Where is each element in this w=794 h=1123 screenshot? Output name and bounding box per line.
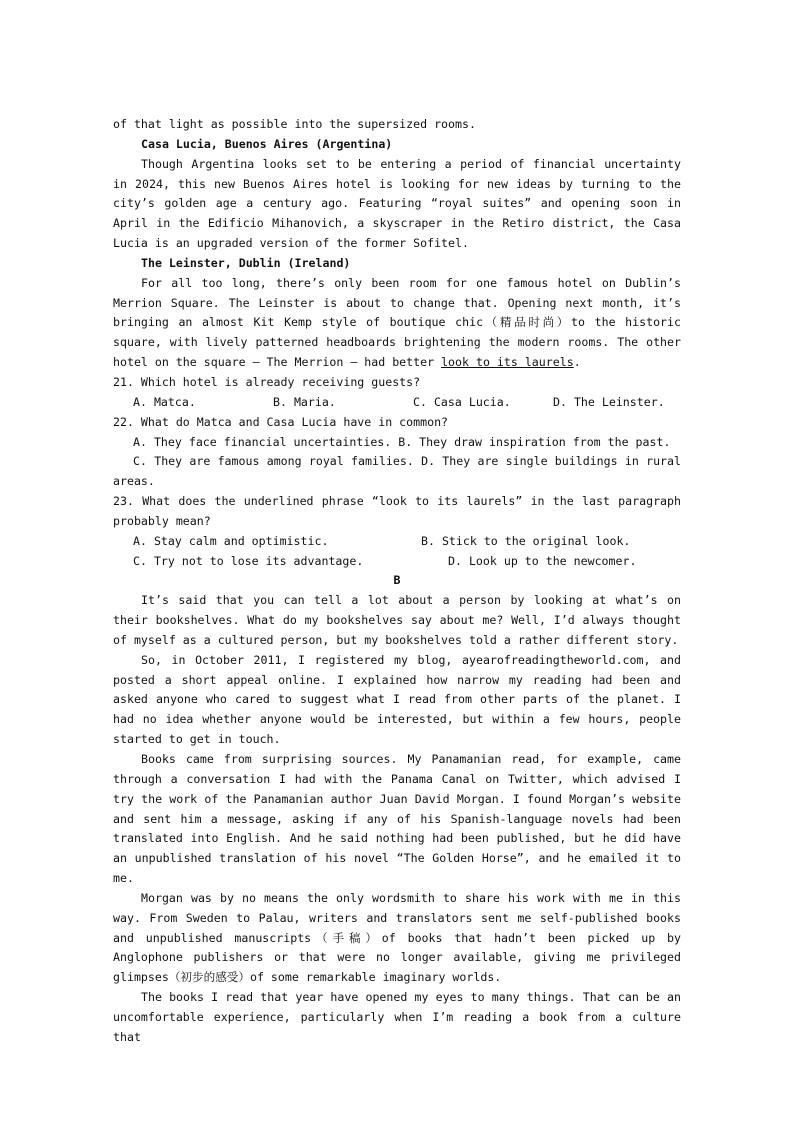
option-d: D. The Leinster. [553, 394, 665, 409]
question-23-options-cd [113, 552, 681, 572]
section-b-paragraph-3: Books came from surprising sources. My Panamanian read, for example, came through a conversation I had with the Panama Canal on Twitter, which advised I try the work of the Panamanian author Juan David Morgan. I found Morgan’s website and sent him a message, asking if any of his Spanish-language novels had been translated into English. And he said nothing had been published, but he did have an unpublished translation of his novel “The Golden Horse”, and he emailed it to me. [113, 752, 681, 886]
leinster-text: For all too long, there’s only been room for one famous hotel on Dublin’s Merrion Square. The Leinster is about to change that. Opening next month, it’s bringing an almost Kit Kemp style of boutique chic（精品时尚）to the historic square, with lively patterned headboards brightening the modern rooms. The other hotel on the square — The Merrion — had better [113, 275, 681, 370]
option-c: C. Casa Lucia. [413, 394, 511, 409]
leinster-paragraph [113, 274, 681, 373]
question-21-stem: 21. Which hotel is already receiving guests? [113, 374, 421, 389]
question-21-options [113, 393, 681, 413]
option-a: A. Matca. [133, 394, 196, 409]
section-b-paragraph-2: So, in October 2011, I registered my blog, ayearofreadingtheworld.com, and posted a short appeal online. I explained how narrow my reading had been and asked anyone who cared to suggest what I read from other parts of the planet. I had no idea whether anyone would be interested, but within a few hours, people started to get in touch. [113, 652, 681, 747]
question-22-options-ab: A. They face financial uncertainties. B. They draw inspiration from the past. [133, 434, 671, 449]
option-b: B. Stick to the original look. [421, 533, 631, 548]
question-23-options-ab [113, 532, 681, 552]
section-b-label: B [393, 573, 401, 588]
leinster-text-end: . [573, 355, 581, 370]
option-a: A. Stay calm and optimistic. [133, 533, 329, 548]
section-b-paragraph-5: The books I read that year have opened my eyes to many things. That can be an uncomfortable experience, particularly when I’m reading a book from a culture that [113, 990, 681, 1044]
underlined-phrase: look to its laurels [441, 355, 574, 370]
option-c: C. Try not to lose its advantage. [133, 553, 364, 568]
casa-lucia-paragraph: Though Argentina looks set to be entering a period of financial uncertainty in 2024, this new Buenos Aires hotel is looking for new ideas by turning to the city’s golden age a century ago. Featuring “royal suites” and opening soon in April in the Edificio Mihanovich, a skyscraper in the Retiro district, the Casa Lucia is an upgraded version of the former Sofitel. [113, 156, 681, 251]
document-page [113, 115, 681, 1048]
question-23-stem: 23. What does the underlined phrase “look to its laurels” in the last paragraph probably mean? [113, 494, 681, 528]
question-22-stem: 22. What do Matca and Casa Lucia have in common? [113, 414, 449, 429]
section-b-paragraph-4: Morgan was by no means the only wordsmith to share his work with me in this way. From Sweden to Palau, writers and translators sent me self-published books and unpublished manuscripts（手稿）of books that hadn’t been picked up by Anglophone publishers or that were no longer available, giving me privileged glimpses（初步的感受）of some remarkable imaginary worlds. [113, 890, 681, 985]
section-b-paragraph-1: It’s said that you can tell a lot about a person by looking at what’s on their bookshelves. What do my bookshelves say about me? Well, I’d always thought of myself as a cultured person, but my bookshelves told a rather different story. [113, 593, 681, 647]
option-b: B. Maria. [273, 394, 336, 409]
intro-line: of that light as possible into the supersized rooms. [113, 117, 476, 131]
option-d: D. Look up to the newcomer. [448, 553, 637, 568]
leinster-heading: The Leinster, Dublin (Ireland) [141, 255, 351, 270]
casa-lucia-heading: Casa Lucia, Buenos Aires (Argentina) [141, 136, 393, 151]
question-22-options-cd: C. They are famous among royal families. D. They are single buildings in rural areas. [113, 454, 681, 489]
